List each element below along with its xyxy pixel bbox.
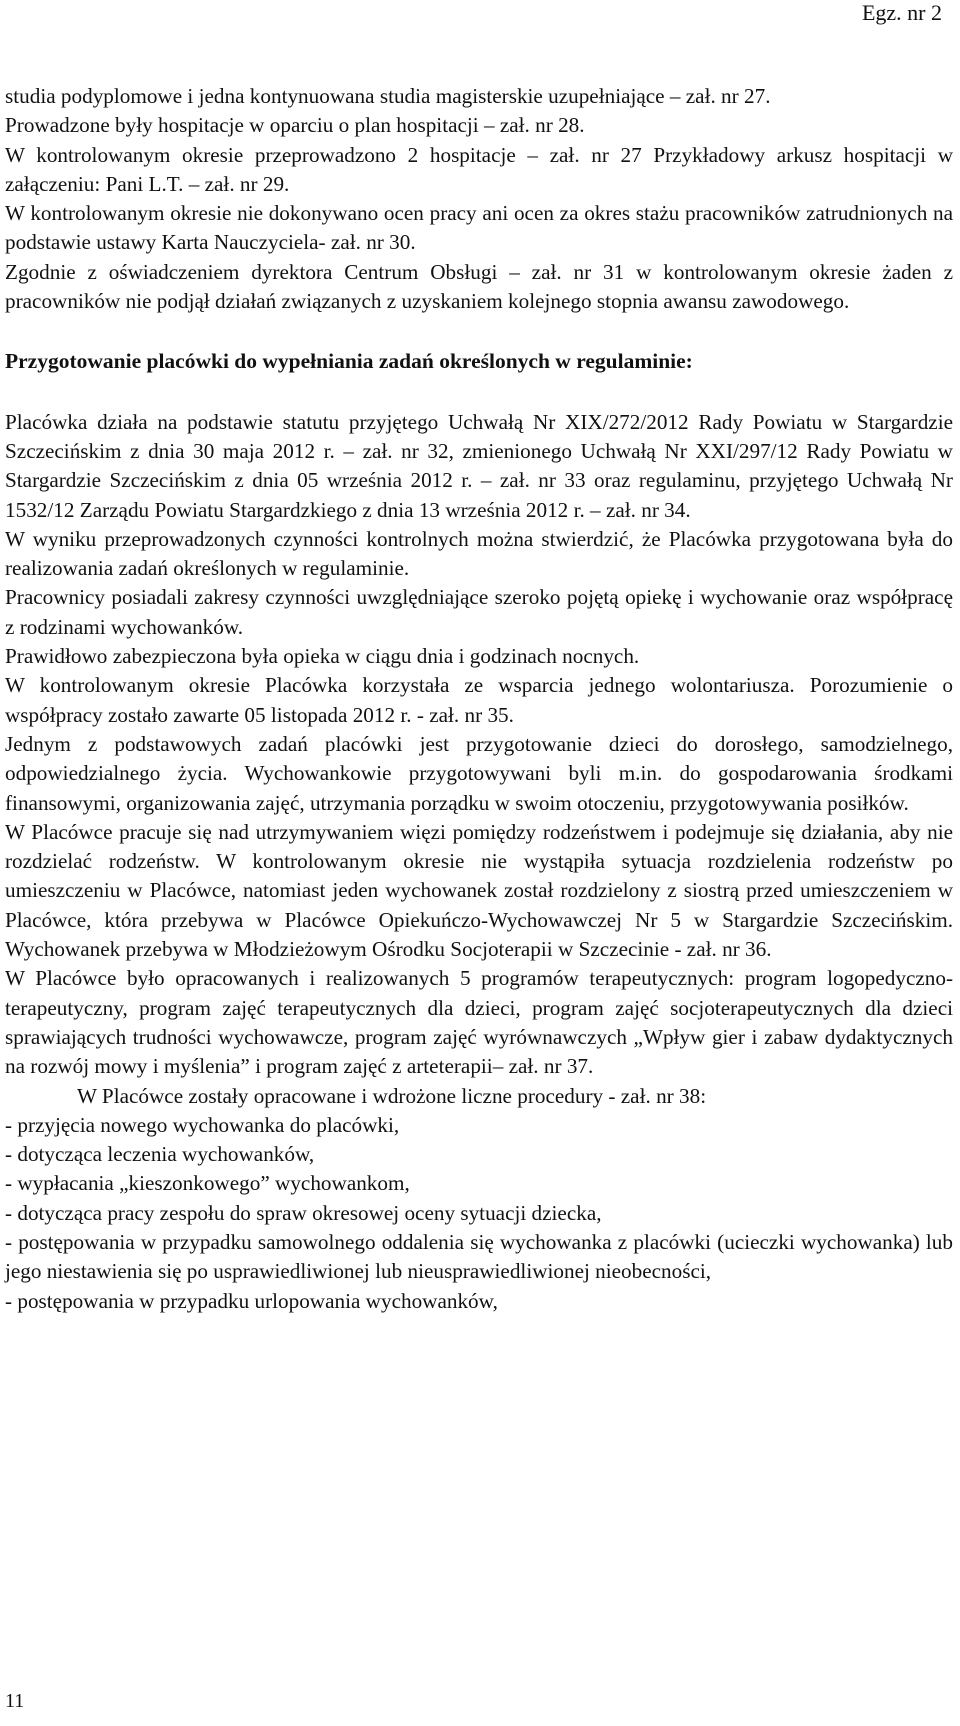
- list-item: - dotycząca leczenia wychowanków,: [5, 1142, 315, 1167]
- copy-number-label: Egz. nr 2: [861, 0, 942, 25]
- list-item: - dotycząca pracy zespołu do spraw okresowej oceny sytuacji dziecka,: [5, 1200, 602, 1225]
- list-item: - przyjęcia nowego wychowanka do placówki,: [5, 1112, 400, 1137]
- list-item: - wypłacania „kieszonkowego” wychowankom,: [5, 1171, 410, 1196]
- paragraph: Placówka działa na podstawie statutu przyjętego Uchwałą Nr XIX/272/2012 Rady Powiatu w Stargardzie Szczecińskim z dnia 30 maja 2012 r. – zał. nr 32, zmienionego Uchwałą Nr XXI/297/12 Rady Powiatu w Stargardzie Szczecińskim z dnia 05 września 2012 r. – zał. nr 33 oraz regulaminu, przyjętego Uchwałą Nr 1532/12 Zarządu Powiatu Stargardzkiego z dnia 13 września 2012 r. – zał. nr 34.: [5, 409, 953, 522]
- list-item: - postępowania w przypadku samowolnego oddalenia się wychowanka z placówki (ucieczki wychowanka) lub jego niestawienia się po usprawiedliwionej lub nieusprawiedliwionej nieobecności,: [5, 1229, 953, 1284]
- section-heading: Przygotowanie placówki do wypełniania zadań określonych w regulaminie:: [5, 349, 693, 374]
- list-item: - postępowania w przypadku urlopowania wychowanków,: [5, 1288, 498, 1313]
- paragraph: W kontrolowanym okresie Placówka korzystała ze wsparcia jednego wolontariusza. Porozumienie o współpracy zostało zawarte 05 listopada 2012 r. - zał. nr 35.: [5, 673, 953, 727]
- paragraph: W Placówce pracuje się nad utrzymywaniem więzi pomiędzy rodzeństwem i podejmuje się działania, aby nie rozdzielać rodzeństw. W kontrolowanym okresie nie wystąpiła sytuacja rozdzielenia rodzeństw po umieszczeniu w Placówce, natomiast jeden wychowanek został rozdzielony z siostrą przed umieszczeniem w Placówce, która przebywa w Placówce Opiekuńczo-Wychowawczej Nr 5 w Stargardzie Szczecińskim. Wychowanek przebywa w Młodzieżowym Ośrodku Socjoterapii w Szczecinie - zał. nr 36.: [5, 819, 953, 962]
- paragraph: Jednym z podstawowych zadań placówki jest przygotowanie dzieci do dorosłego, samodzielnego, odpowiedzialnego życia. Wychowankowie przygotowywani byli m.in. do gospodarowania środkami finansowymi, organizowania zajęć, utrzymania porządku w swoim otoczeniu, przygotowywania posiłków.: [5, 731, 953, 815]
- procedures-intro: W Placówce zostały opracowane i wdrożone liczne procedury - zał. nr 38:: [77, 1083, 707, 1108]
- document-body: [5, 82, 953, 1316]
- page-number: 11: [5, 1690, 25, 1712]
- paragraph: Prawidłowo zabezpieczona była opieka w ciągu dnia i godzinach nocnych.: [5, 644, 640, 669]
- paragraph: W kontrolowanym okresie przeprowadzono 2 hospitacje – zał. nr 27 Przykładowy arkusz hospitacji w załączeniu: Pani L.T. – zał. nr 29.: [5, 142, 953, 196]
- paragraph: studia podyplomowe i jedna kontynuowana studia magisterskie uzupełniające – zał. nr 27.: [5, 84, 771, 108]
- paragraph: W wyniku przeprowadzonych czynności kontrolnych można stwierdzić, że Placówka przygotowana była do realizowania zadań określonych w regulaminie.: [5, 526, 953, 581]
- paragraph: Pracownicy posiadali zakresy czynności uwzględniające szeroko pojętą opiekę i wychowanie oraz współpracę z rodzinami wychowanków.: [5, 585, 953, 639]
- paragraph: W kontrolowanym okresie nie dokonywano ocen pracy ani ocen za okres stażu pracowników zatrudnionych na podstawie ustawy Karta Nauczyciela- zał. nr 30.: [5, 201, 953, 255]
- paragraph: Prowadzone były hospitacje w oparciu o plan hospitacji – zał. nr 28.: [5, 113, 585, 138]
- paragraph: Zgodnie z oświadczeniem dyrektora Centrum Obsługi – zał. nr 31 w kontrolowanym okresie żaden z pracowników nie podjął działań związanych z uzyskaniem kolejnego stopnia awansu zawodowego.: [5, 259, 953, 314]
- paragraph: W Placówce było opracowanych i realizowanych 5 programów terapeutycznych: program logopedyczno-terapeutyczny, program zajęć terapeutycznych dla dzieci, program zajęć socjoterapeutycznych dla dzieci sprawiających trudności wychowawcze, program zajęć wyrównawczych „Wpływ gier i zabaw dydaktycznych na rozwój mowy i myślenia” i program zajęć z arteterapii– zał. nr 37.: [5, 966, 953, 1079]
